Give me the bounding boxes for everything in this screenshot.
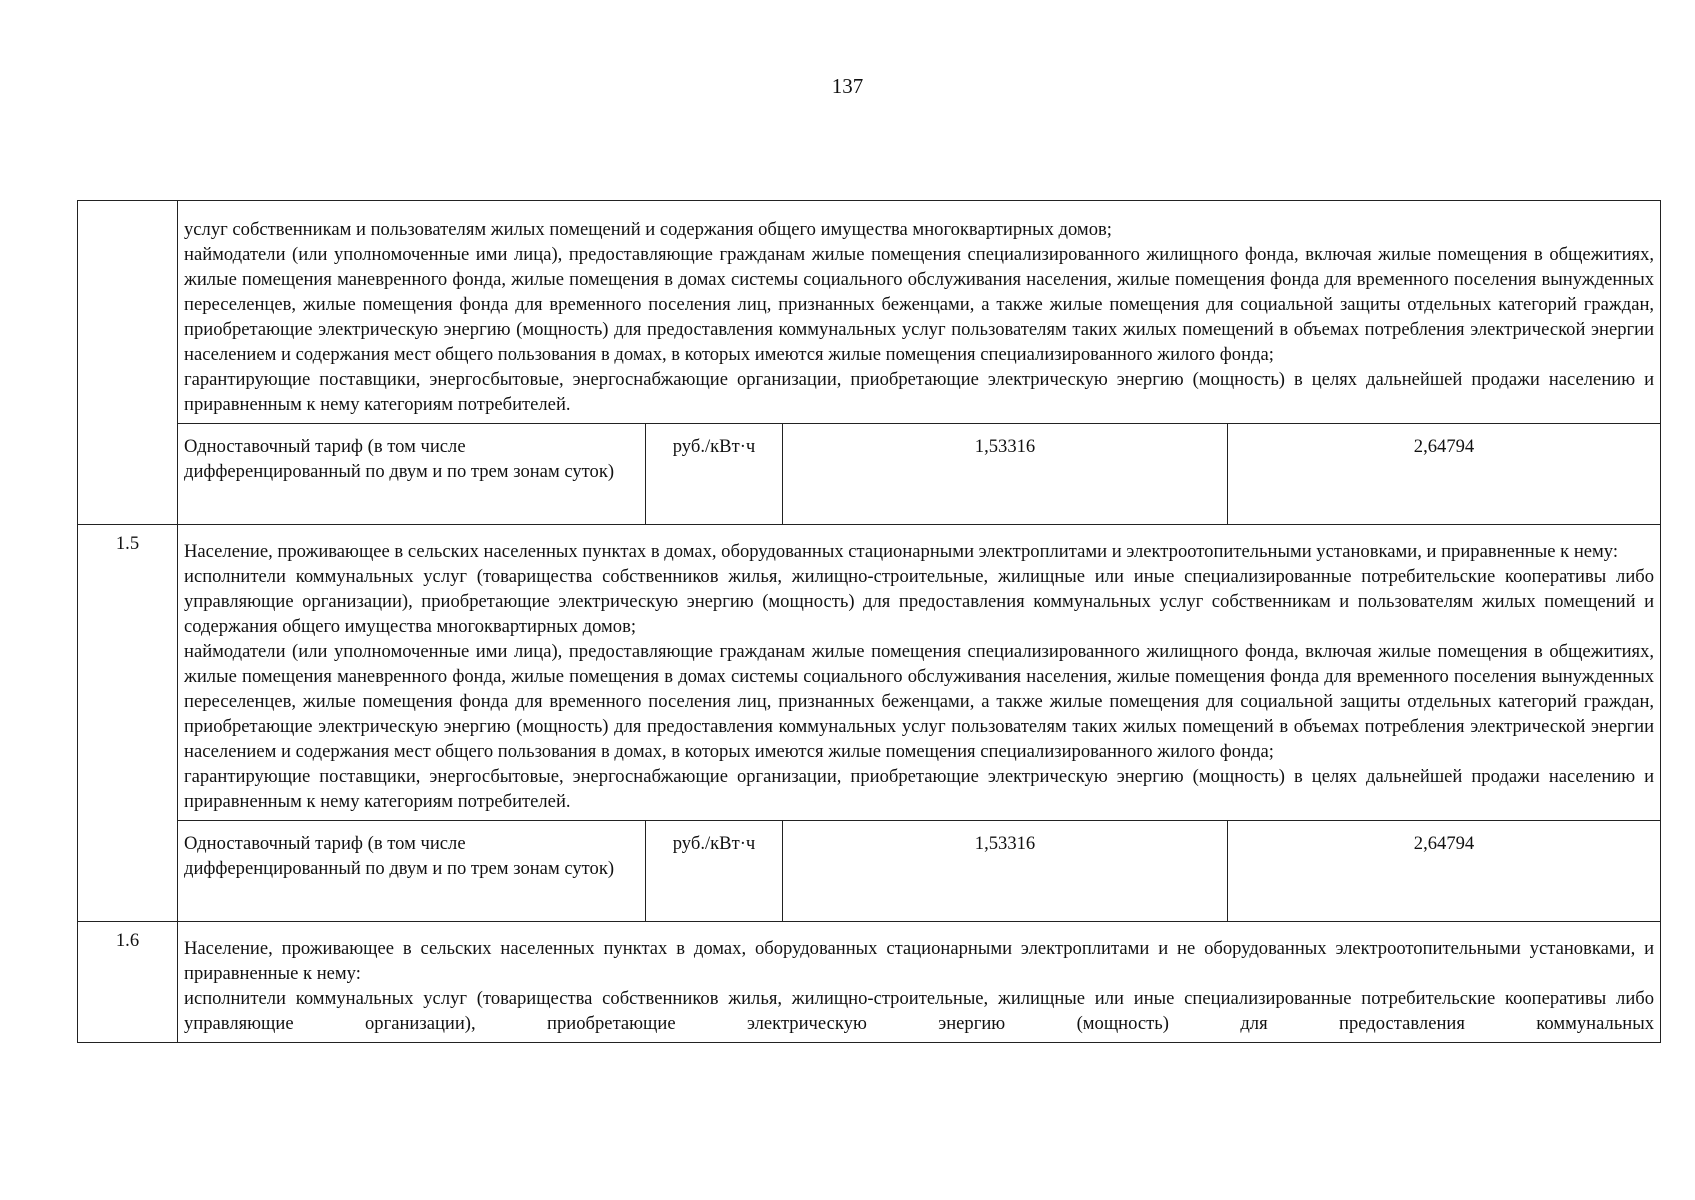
tariff-table	[77, 200, 1661, 1043]
tariff-value-2: 2,64794	[1413, 833, 1475, 854]
tariff-unit: руб./кВт·ч	[672, 833, 756, 854]
page-number: 137	[831, 74, 864, 98]
tariff-label-cell	[178, 424, 646, 525]
description-paragraph: Население, проживающее в сельских населенных пунктах в домах, оборудованных стационарными электроплитами и электроотопительными установками, и приравненные к нему:	[184, 541, 1619, 562]
tariff-value-1: 1,53316	[974, 436, 1036, 457]
description-paragraph: гарантирующие поставщики, энергосбытовые, энергоснабжающие организации, приобретающие электрическую энергию (мощность) в целях дальнейшей продажи населению и приравненным к нему категориям потребителей.	[184, 766, 1655, 812]
tariff-unit-cell	[646, 424, 783, 525]
row-number-cell	[78, 525, 178, 922]
table-row-tariff	[78, 424, 1661, 525]
tariff-value-1-cell	[783, 424, 1228, 525]
description-paragraph: исполнители коммунальных услуг (товарищества собственников жилья, жилищно-строительные, жилищные или иные специализированные потребительские кооперативы либо управляющие организации), приобретающие электрическую энергию (мощность) для предоставления коммунальных услуг собственникам и пользователям жилых помещений и содержания общего имущества многоквартирных домов;	[184, 566, 1655, 637]
description-cell	[178, 525, 1661, 821]
row-number-cell-empty	[78, 201, 178, 525]
tariff-value-2-cell	[1228, 821, 1661, 922]
table-row-1-6	[78, 922, 1661, 1043]
row-number-cell	[78, 922, 178, 1043]
row-number: 1.6	[115, 930, 140, 951]
table-row-continuation	[78, 201, 1661, 424]
tariff-unit: руб./кВт·ч	[672, 436, 756, 457]
description-paragraph: наймодатели (или уполномоченные ими лица), предоставляющие гражданам жилые помещения специализированного жилищного фонда, включая жилые помещения в общежитиях, жилые помещения маневренного фонда, жилые помещения в домах системы социального обслуживания населения, жилые помещения фонда для временного поселения вынужденных переселенцев, жилые помещения фонда для временного поселения лиц, признанных беженцами, а также жилые помещения для социальной защиты отдельных категорий граждан, приобретающие электрическую энергию (мощность) для предоставления коммунальных услуг пользователям таких жилых помещений в объемах потребления электрической энергии населением и содержания мест общего пользования в домах, в которых имеются жилые помещения специализированного жилого фонда;	[184, 244, 1655, 365]
description-cell	[178, 201, 1661, 424]
tariff-value-1: 1,53316	[974, 833, 1036, 854]
description-paragraph: исполнители коммунальных услуг (товарищества собственников жилья, жилищно-строительные, жилищные или иные специализированные потребительские кооперативы либо управляющие организации), приобретающие электрическую энергию (мощность) для предоставления коммунальных	[184, 988, 1655, 1034]
description-cell	[178, 922, 1661, 1043]
description-paragraph: гарантирующие поставщики, энергосбытовые, энергоснабжающие организации, приобретающие электрическую энергию (мощность) в целях дальнейшей продажи населению и приравненным к нему категориям потребителей.	[184, 369, 1655, 415]
table-row-tariff	[78, 821, 1661, 922]
description-paragraph: услуг собственникам и пользователям жилых помещений и содержания общего имущества многоквартирных домов;	[184, 219, 1112, 240]
tariff-value-1-cell	[783, 821, 1228, 922]
tariff-value-2: 2,64794	[1413, 436, 1475, 457]
tariff-unit-cell	[646, 821, 783, 922]
description-paragraph: Население, проживающее в сельских населенных пунктах в домах, оборудованных стационарными электроплитами и не оборудованных электроотопительными установками, и приравненные к нему:	[184, 938, 1655, 984]
tariff-label: Одноставочный тариф (в том числе дифференцированный по двум и по трем зонам суток)	[184, 436, 615, 482]
row-number: 1.5	[115, 533, 140, 554]
tariff-label-cell	[178, 821, 646, 922]
tariff-value-2-cell	[1228, 424, 1661, 525]
table-row-1-5	[78, 525, 1661, 821]
description-paragraph: наймодатели (или уполномоченные ими лица), предоставляющие гражданам жилые помещения специализированного жилищного фонда, включая жилые помещения в общежитиях, жилые помещения маневренного фонда, жилые помещения в домах системы социального обслуживания населения, жилые помещения фонда для временного поселения вынужденных переселенцев, жилые помещения фонда для временного поселения лиц, признанных беженцами, а также жилые помещения для социальной защиты отдельных категорий граждан, приобретающие электрическую энергию (мощность) для предоставления коммунальных услуг пользователям таких жилых помещений в объемах потребления электрической энергии населением и содержания мест общего пользования в домах, в которых имеются жилые помещения специализированного жилого фонда;	[184, 641, 1655, 762]
tariff-label: Одноставочный тариф (в том числе дифференцированный по двум и по трем зонам суток)	[184, 833, 615, 879]
